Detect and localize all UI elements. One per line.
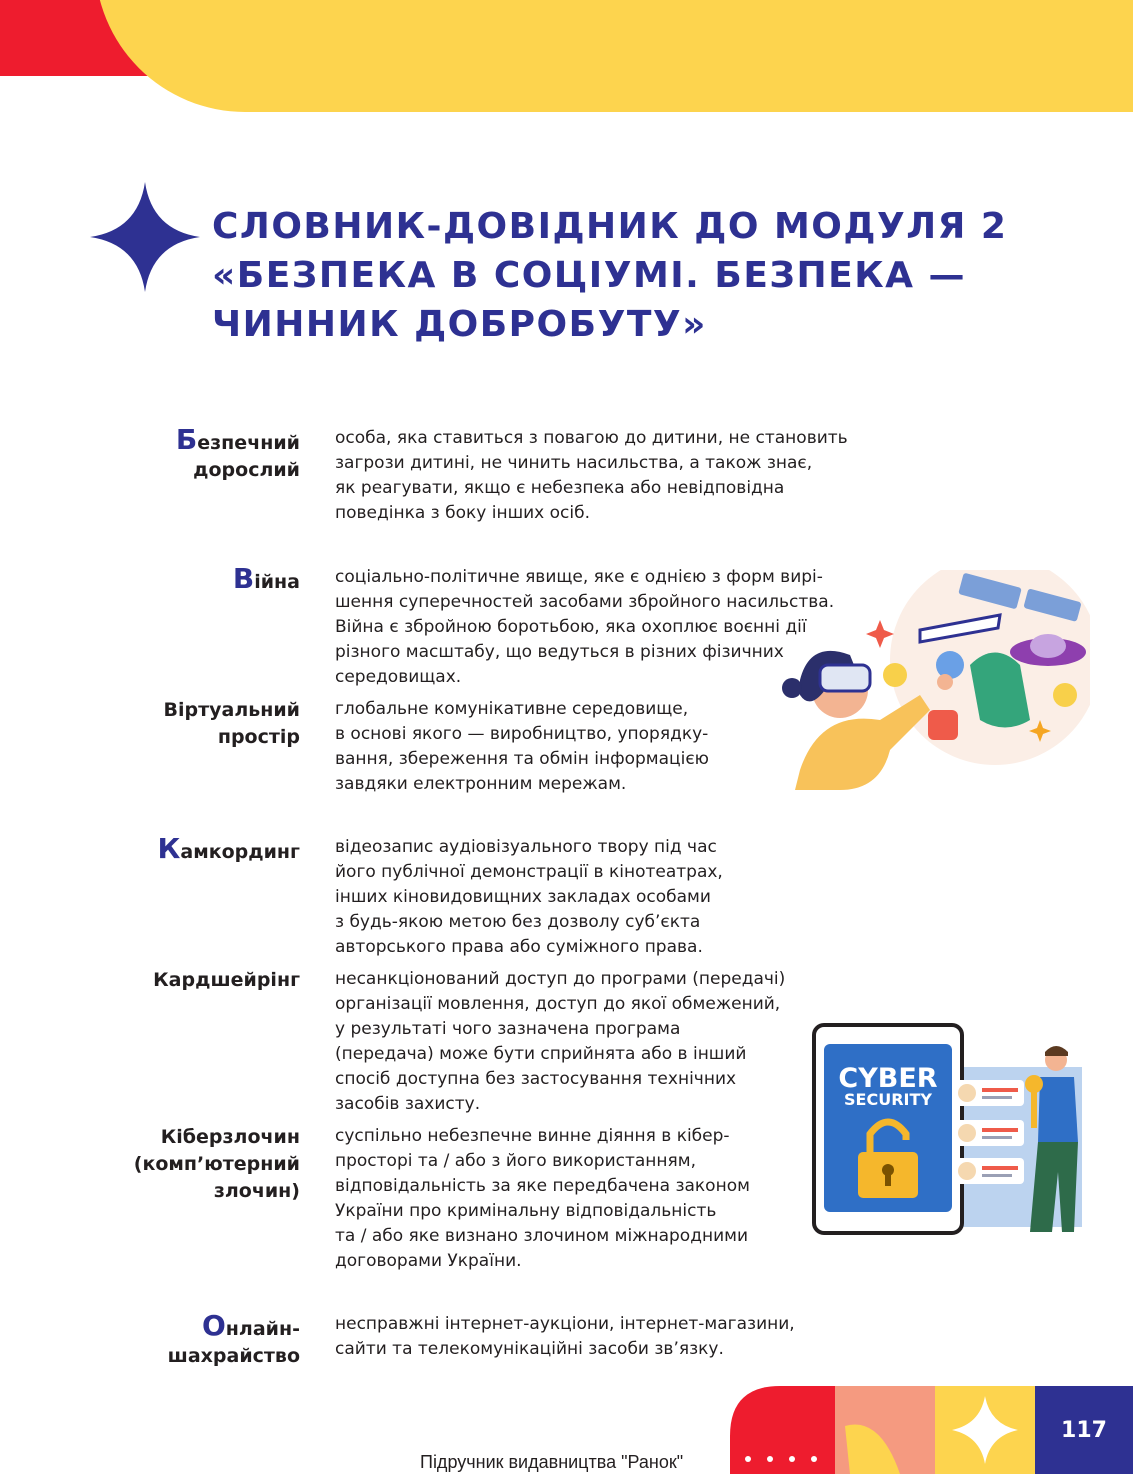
page-title [212, 202, 1072, 349]
definition-line: несанкціонований доступ до програми (передачі) [335, 969, 786, 989]
glossary-term [40, 967, 300, 994]
term-text: дорослий [193, 459, 300, 481]
definition-line: в основі якого — виробництво, упорядку- [335, 724, 709, 744]
term-text: Віртуальний [163, 699, 300, 721]
glossary-definition [335, 1124, 750, 1274]
definition-line: шення суперечностей засобами збройного насильства. [335, 592, 835, 612]
definition-line: Війна є збройною боротьбою, яка охоплює воєнні дії [335, 617, 807, 637]
term-initial: В [232, 562, 255, 595]
glossary-definition [335, 1312, 795, 1362]
definition-line: організації мовлення, доступ до якої обмежений, [335, 994, 781, 1014]
term-text: простір [217, 726, 300, 748]
definition-line: несправжні інтернет-аукціони, інтернет-магазини, [335, 1314, 795, 1334]
definition-line: суспільно небезпечне винне діяння в кібер- [335, 1126, 730, 1146]
glossary-term [40, 1124, 300, 1205]
title-line: ЧИННИК ДОБРОБУТУ» [212, 304, 707, 345]
woman-vr-headset-illustration [780, 570, 1090, 790]
definition-line: спосіб доступна без застосування технічних [335, 1069, 737, 1089]
four-point-star-icon [90, 182, 200, 292]
definition-line: відповідальність за яке передбачена законом [335, 1176, 750, 1196]
cyber-text: CYBER [838, 1063, 938, 1094]
glossary-definition [335, 426, 848, 526]
term-initial: К [157, 832, 181, 865]
definition-line: відеозапис аудіовізуального твору під час [335, 837, 717, 857]
glossary-definition [335, 565, 834, 690]
term-text: шахрайство [167, 1345, 300, 1367]
term-text: амкординг [180, 841, 300, 863]
definition-line: з будь-якою метою без дозволу суб’єкта [335, 912, 701, 932]
glossary-term [40, 1309, 300, 1370]
definition-line: вання, збереження та обмін інформацією [335, 749, 709, 769]
glossary-definition [335, 697, 709, 797]
cyber-security-tablet-illustration [812, 1022, 1092, 1237]
definition-line: його публічної демонстрації в кінотеатрах, [335, 862, 723, 882]
definition-line: завдяки електронним мережам. [335, 774, 627, 794]
page-number: 117 [1035, 1386, 1133, 1474]
glossary-term [40, 562, 300, 596]
glossary-definition [335, 967, 785, 1117]
glossary-term [40, 697, 300, 751]
security-text: SECURITY [844, 1090, 932, 1109]
glossary-term [40, 423, 300, 484]
definition-line: поведінка з боку інших осіб. [335, 503, 590, 523]
term-text: Кардшейрінг [153, 969, 300, 991]
definition-line: та / або яке визнано злочином міжнародними [335, 1226, 748, 1246]
definition-line: соціально-політичне явище, яке є однією з форм вирі- [335, 567, 823, 587]
definition-line: загрози дитині, не чинить насильства, а також знає, [335, 453, 813, 473]
glossary-definition [335, 835, 723, 960]
term-text: Кіберзлочин [160, 1126, 300, 1148]
publisher-text: Підручник видавництва "Ранок" [420, 1452, 684, 1472]
header-yellow-shape [95, 0, 1133, 112]
title-line: «БЕЗПЕКА В СОЦІУМІ. БЕЗПЕКА — [212, 255, 967, 296]
definition-line: просторі та / або з його використанням, [335, 1151, 696, 1171]
definition-line: України про кримінальну відповідальність [335, 1201, 717, 1221]
definition-line: договорами України. [335, 1251, 522, 1271]
term-text: ійна [254, 571, 300, 593]
glossary-term [40, 832, 300, 866]
definition-line: середовищах. [335, 667, 462, 687]
title-line: СЛОВНИК-ДОВІДНИК ДО МОДУЛЯ 2 [212, 206, 1008, 247]
definition-line: різного масштабу, що ведуться в різних фізичних [335, 642, 784, 662]
definition-line: авторського права або суміжного права. [335, 937, 703, 957]
term-text: нлайн- [225, 1318, 300, 1340]
term-text: езпечний [197, 432, 300, 454]
definition-line: засобів захисту. [335, 1094, 481, 1114]
definition-line: глобальне комунікативне середовище, [335, 699, 689, 719]
definition-line: (передача) може бути сприйнята або в інший [335, 1044, 747, 1064]
definition-line: сайти та телекомунікаційні засоби зв’язку. [335, 1339, 724, 1359]
definition-line: у результаті чого зазначена програма [335, 1019, 681, 1039]
term-text: (комп’ютерний [133, 1153, 300, 1175]
term-initial: Б [175, 423, 198, 456]
definition-line: інших кіновидовищних закладах особами [335, 887, 711, 907]
term-initial: О [201, 1309, 226, 1342]
term-text: злочин) [213, 1180, 300, 1202]
definition-line: особа, яка ставиться з повагою до дитини, не становить [335, 428, 848, 448]
definition-line: як реагувати, якщо є небезпека або невідповідна [335, 478, 785, 498]
